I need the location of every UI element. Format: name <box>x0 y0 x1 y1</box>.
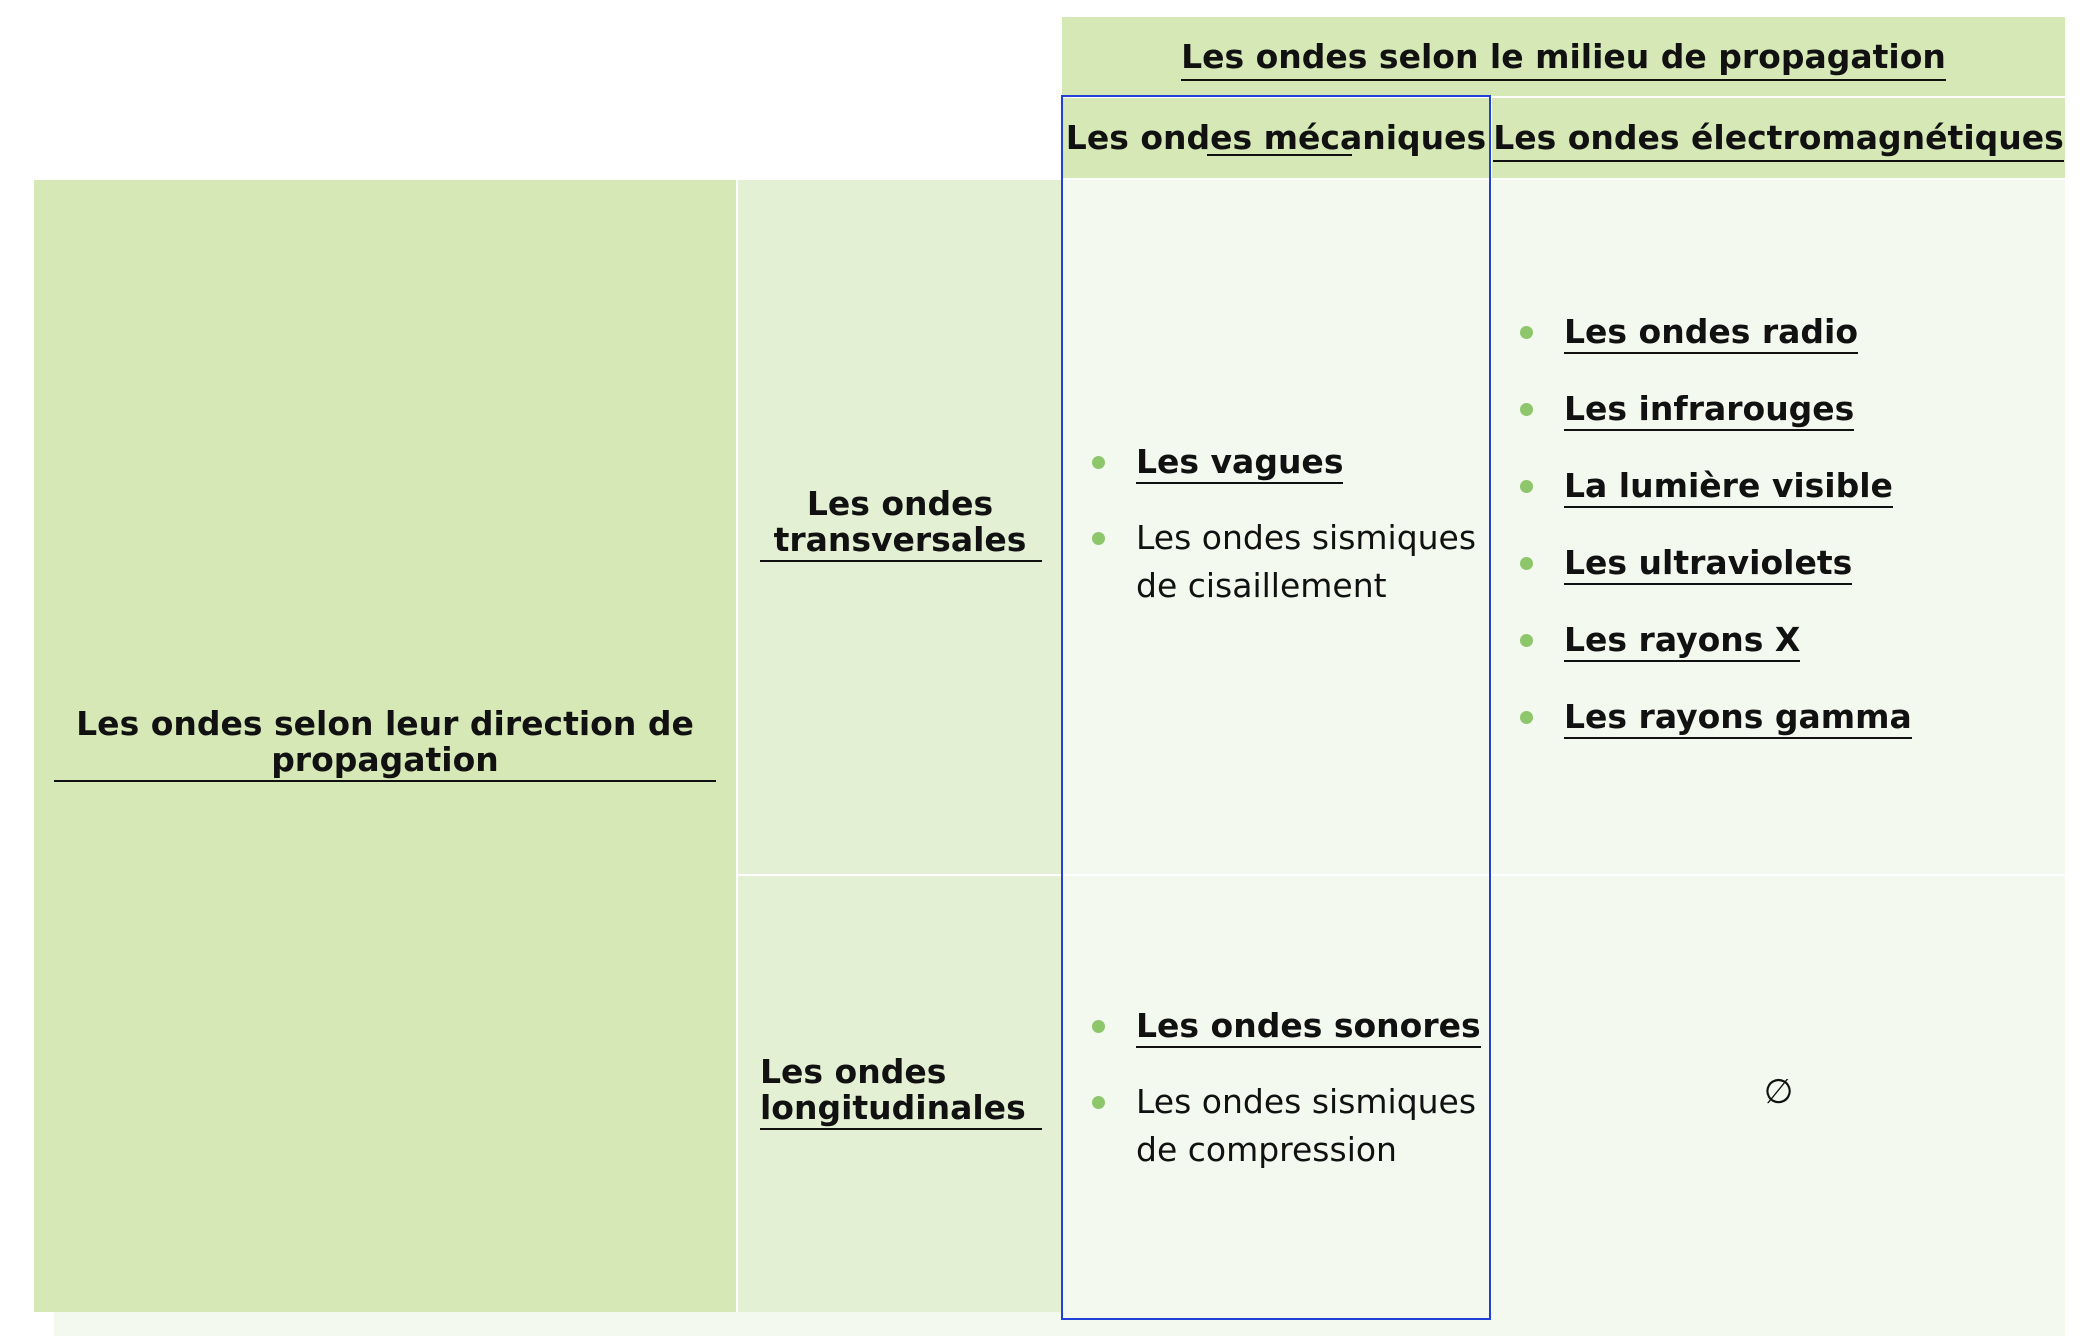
item-label: Les ultraviolets <box>1564 543 1852 585</box>
row-transverse-line2: transversales <box>773 520 1027 559</box>
list-item <box>1092 438 1476 486</box>
item-label: Les ondes sonores <box>1136 1006 1481 1048</box>
list-item <box>1520 539 1912 587</box>
row-group-underline <box>54 780 716 782</box>
item-label: Les rayons gamma <box>1564 697 1912 739</box>
bullet-icon <box>1520 711 1533 724</box>
col-header-electromagnetic <box>1492 98 2065 178</box>
row-header-transverse <box>738 180 1062 874</box>
row-group-cell <box>34 180 736 1312</box>
bullet-icon <box>1092 456 1105 469</box>
col-header-mechanical <box>1062 98 1490 178</box>
item-label: La lumière visible <box>1564 466 1893 508</box>
header-group-label: Les ondes selon le milieu de propagation <box>1181 37 1946 81</box>
bullet-icon <box>1092 532 1105 545</box>
item-label-line2: de cisaillement <box>1136 566 1387 605</box>
row-group-label-line2: propagation <box>271 740 499 779</box>
header-group-cell <box>1062 17 2065 96</box>
bullet-icon <box>1520 326 1533 339</box>
list-item <box>1520 462 1912 510</box>
transverse-mechanical-list <box>1092 438 1476 610</box>
col-mechanical-underline <box>1207 154 1352 156</box>
cell-transverse-electromagnetic <box>1492 180 2065 874</box>
row-transverse-underline <box>760 560 1042 562</box>
row-longitudinal-underline <box>760 1128 1042 1130</box>
cell-longitudinal-electromagnetic <box>1492 876 2065 1312</box>
bullet-icon <box>1092 1020 1105 1033</box>
list-item <box>1092 514 1476 610</box>
bullet-icon <box>1520 403 1533 416</box>
cell-longitudinal-mechanical <box>1062 876 1490 1312</box>
item-label: Les rayons X <box>1564 620 1800 662</box>
item-label-line1: Les ondes sismiques <box>1136 518 1477 557</box>
row-transverse-line1: Les ondes <box>806 484 994 523</box>
list-item <box>1520 616 1912 664</box>
transverse-electromagnetic-list <box>1520 308 1912 741</box>
item-label: Les vagues <box>1136 442 1343 484</box>
col-electromagnetic-label: Les ondes électromagnétiques <box>1493 118 2064 162</box>
col-mechanical-label: Les ondes mécaniques <box>1065 118 1487 157</box>
list-item <box>1092 1002 1481 1050</box>
item-label: Les infrarouges <box>1564 389 1854 431</box>
bullet-icon <box>1520 480 1533 493</box>
row-group-label-line1: Les ondes selon leur direction de <box>76 704 694 743</box>
item-label-line1: Les ondes sismiques <box>1136 1082 1477 1121</box>
cell-transverse-mechanical <box>1062 180 1490 874</box>
row-longitudinal-line2: longitudinales <box>760 1088 1026 1127</box>
row-longitudinal-line1: Les ondes <box>760 1052 947 1091</box>
list-item <box>1520 308 1912 356</box>
bullet-icon <box>1092 1096 1105 1109</box>
item-label: Les ondes radio <box>1564 312 1858 354</box>
list-item <box>1092 1078 1481 1174</box>
bullet-icon <box>1520 557 1533 570</box>
longitudinal-mechanical-list <box>1092 1002 1481 1174</box>
list-item <box>1520 385 1912 433</box>
item-label-line2: de compression <box>1136 1130 1397 1169</box>
bullet-icon <box>1520 634 1533 647</box>
empty-set-symbol: ∅ <box>1763 1072 1794 1112</box>
table-bottom-band <box>54 1312 2065 1336</box>
list-item <box>1520 693 1912 741</box>
row-header-longitudinal <box>738 876 1062 1312</box>
